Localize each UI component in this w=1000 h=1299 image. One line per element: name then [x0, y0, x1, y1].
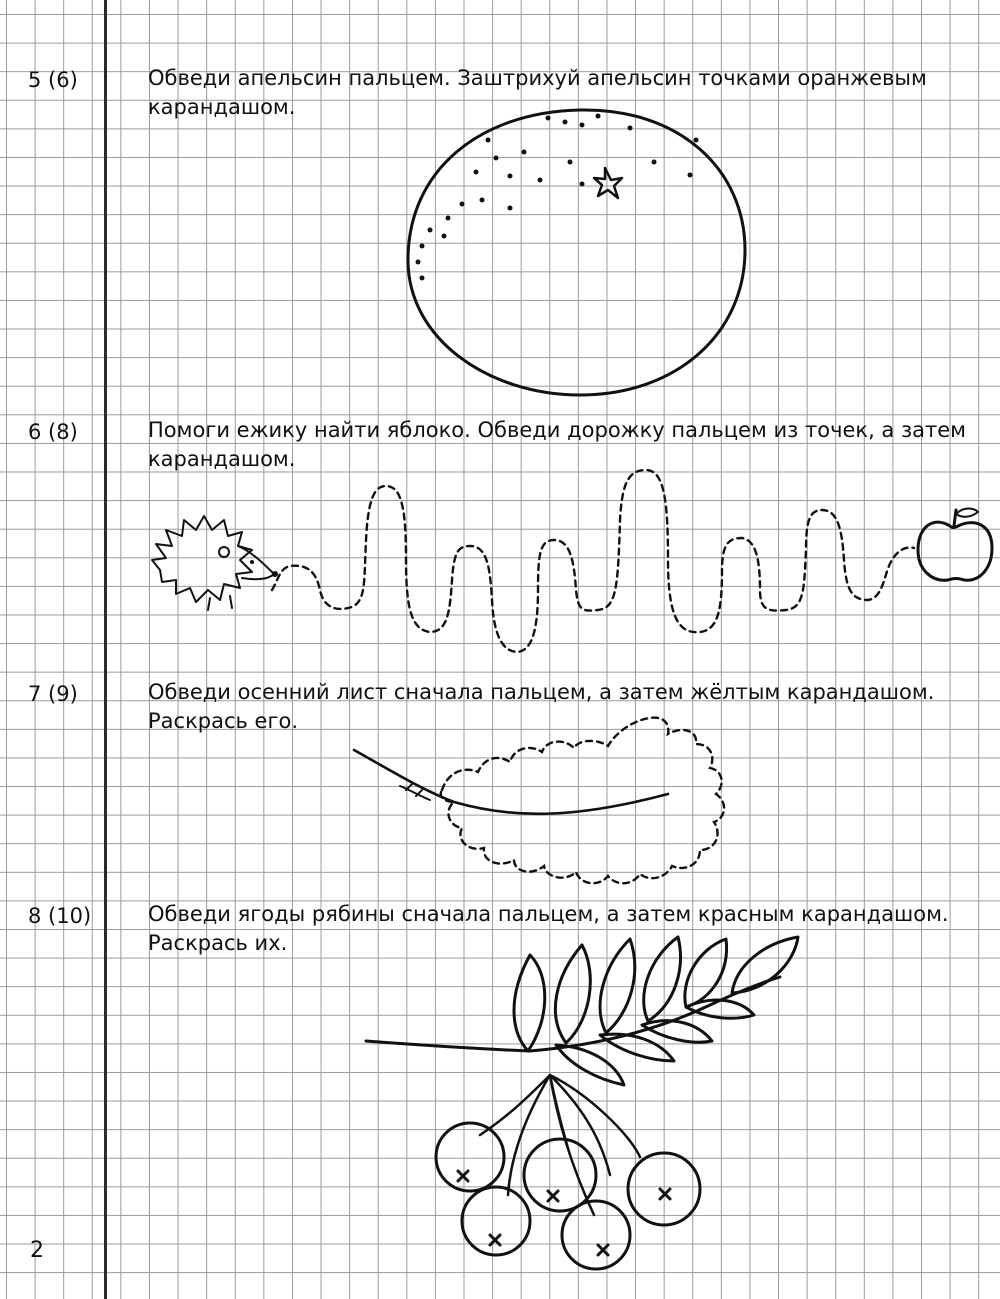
rowan-leaves — [514, 937, 798, 1085]
task-7-number: 7 (9) — [28, 682, 78, 706]
autumn-leaf-figure — [350, 710, 770, 890]
hedgehog-icon — [152, 516, 278, 610]
task-6-number: 6 (8) — [28, 420, 78, 444]
orange-stem-star — [594, 168, 622, 198]
berry-stems — [480, 1075, 640, 1215]
task-8-text: Обведи ягоды рябины сначала пальцем, а затем красным карандашом. Раскрась их. — [148, 902, 949, 955]
orange-outline — [408, 110, 745, 395]
task-6-text: Помоги ежику найти яблоко. Обведи дорожку пальцем из точек, а затем карандашом. — [148, 418, 967, 471]
hedgehog-path-figure — [140, 460, 1000, 660]
dotted-path — [272, 470, 914, 652]
apple-icon — [918, 509, 992, 581]
task-5-number: 5 (6) — [28, 68, 78, 92]
orange-figure — [400, 100, 760, 400]
task-8-number: 8 (10) — [28, 904, 92, 928]
rowan-branch — [366, 977, 780, 1051]
orange-texture-dots — [416, 114, 699, 281]
page-number: 2 — [30, 1238, 44, 1263]
task-5-text: Обведи апельсин пальцем. Заштрихуй апельсин точками оранжевым карандашом. — [148, 66, 927, 119]
leaf-dashed-outline — [441, 718, 724, 884]
margin-line — [104, 0, 107, 1299]
task-7-text: Обведи осенний лист сначала пальцем, а затем жёлтым карандашом. Раскрась его. — [148, 680, 935, 733]
rowan-figure — [360, 935, 1000, 1265]
